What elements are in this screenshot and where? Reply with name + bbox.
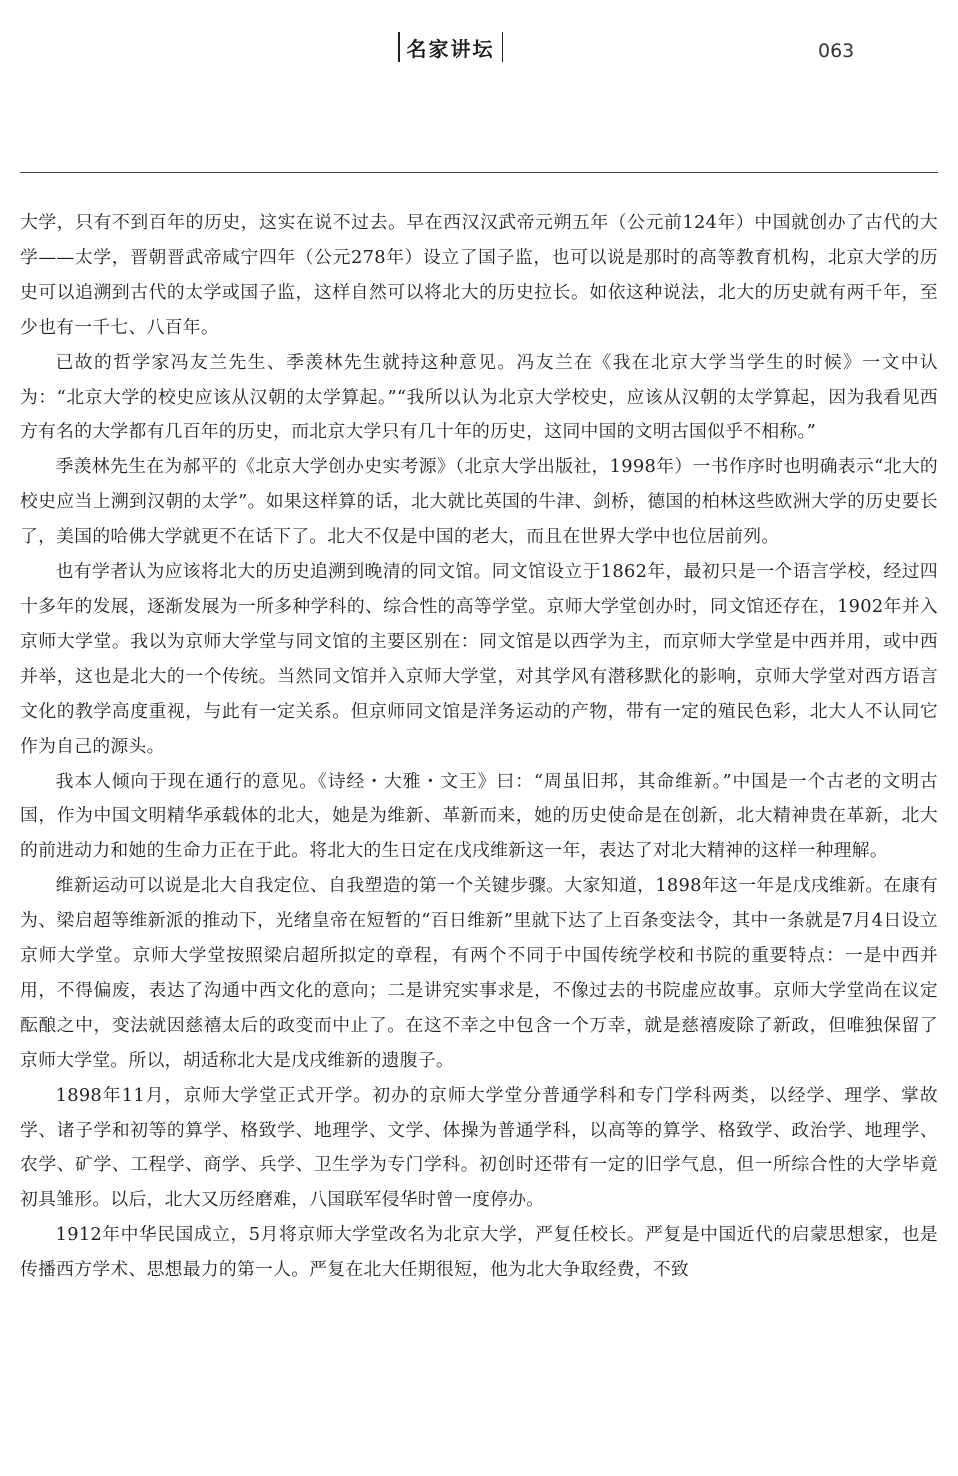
paragraph: 已故的哲学家冯友兰先生、季羡林先生就持这种意见。冯友兰在《我在北京大学当学生的时候》一文中认为：“北京大学的校史应该从汉朝的太学算起。”“我所以认为北京大学校史，应该从汉朝的太学算起，因为我看见西方有名的大学都有几百年的历史，而北京大学只有几十年的历史，这同中国的文明古国似乎不相称。”: [20, 351, 938, 443]
header-right-bar: [502, 32, 504, 62]
running-header: [398, 30, 503, 64]
header-rule: [20, 172, 938, 173]
paragraph: 1898年11月，京师大学堂正式开学。初办的京师大学堂分普通学科和专门学科两类，以经学、理学、掌故学、诸子学和初等的算学、格致学、地理学、文学、体操为普通学科，以高等的算学、格致学、政治学、地理学、农学、矿学、工程学、商学、兵学、卫生学为专门学科。初创时还带有一定的旧学气息，但一所综合性的大学毕竟初具雏形。以后，北大又历经磨难，八国联军侵华时曾一度停办。: [20, 1084, 938, 1211]
paragraph: 季羡林先生在为郝平的《北京大学创办史实考源》（北京大学出版社，1998年）一书作序时也明确表示“北大的校史应当上溯到汉朝的太学”。如果这样算的话，北大就比英国的牛津、剑桥，德国的柏林这些欧洲大学的历史要长了，美国的哈佛大学就更不在话下了。北大不仅是中国的老大，而且在世界大学中也位居前列。: [20, 456, 938, 548]
section-title: 名家讲坛: [406, 36, 495, 61]
paragraph: 也有学者认为应该将北大的历史追溯到晚清的同文馆。同文馆设立于1862年，最初只是一个语言学校，经过四十多年的发展，逐渐发展为一所多种学科的、综合性的高等学堂。京师大学堂创办时，同文馆还存在，1902年并入京师大学堂。我以为京师大学堂与同文馆的主要区别在：同文馆是以西学为主，而京师大学堂是中西并用，或中西并举，这也是北大的一个传统。当然同文馆并入京师大学堂，对其学风有潜移默化的影响，京师大学堂对西方语言文化的教学高度重视，与此有一定关系。但京师同文馆是洋务运动的产物，带有一定的殖民色彩，北大人不认同它作为自己的源头。: [20, 561, 938, 757]
body-text: [20, 206, 938, 1288]
paragraph-continuation: 大学，只有不到百年的历史，这实在说不过去。早在西汉汉武帝元朔五年（公元前124年）中国就创办了古代的大学——太学，晋朝晋武帝咸宁四年（公元278年）设立了国子监，也可以说是那时的高等教育机构，北京大学的历史可以追溯到古代的太学或国子监，这样自然可以将北大的历史拉长。如依这种说法，北大的历史就有两千年，至少也有一千七、八百年。: [20, 212, 938, 338]
paragraph: 1912年中华民国成立，5月将京师大学堂改名为北京大学，严复任校长。严复是中国近代的启蒙思想家，也是传播西方学术、思想最力的第一人。严复在北大任期很短，他为北大争取经费，不致: [20, 1224, 938, 1281]
paragraph: 我本人倾向于现在通行的意见。《诗经・大雅・文王》曰：“周虽旧邦，其命维新。”中国是一个古老的文明古国，作为中国文明精华承载体的北大，她是为维新、革新而来，她的历史使命是在创新，北大精神贵在革新，北大的前进动力和她的生命力正在于此。将北大的生日定在戊戌维新这一年，表达了对北大精神的这样一种理解。: [20, 770, 938, 862]
page-number: 063: [818, 40, 855, 62]
paragraph: 维新运动可以说是北大自我定位、自我塑造的第一个关键步骤。大家知道，1898年这一年是戊戌维新。在康有为、梁启超等维新派的推动下，光绪皇帝在短暂的“百日维新”里就下达了上百条变法令，其中一条就是7月4日设立京师大学堂。京师大学堂按照梁启超所拟定的章程，有两个不同于中国传统学校和书院的重要特点：一是中西并用，不得偏废，表达了沟通中西文化的意向；二是讲究实事求是，不像过去的书院虚应故事。京师大学堂尚在议定酝酿之中，变法就因慈禧太后的政变而中止了。在这不幸之中包含一个万幸，就是慈禧废除了新政，但唯独保留了京师大学堂。所以，胡适称北大是戊戌维新的遗腹子。: [20, 875, 938, 1071]
